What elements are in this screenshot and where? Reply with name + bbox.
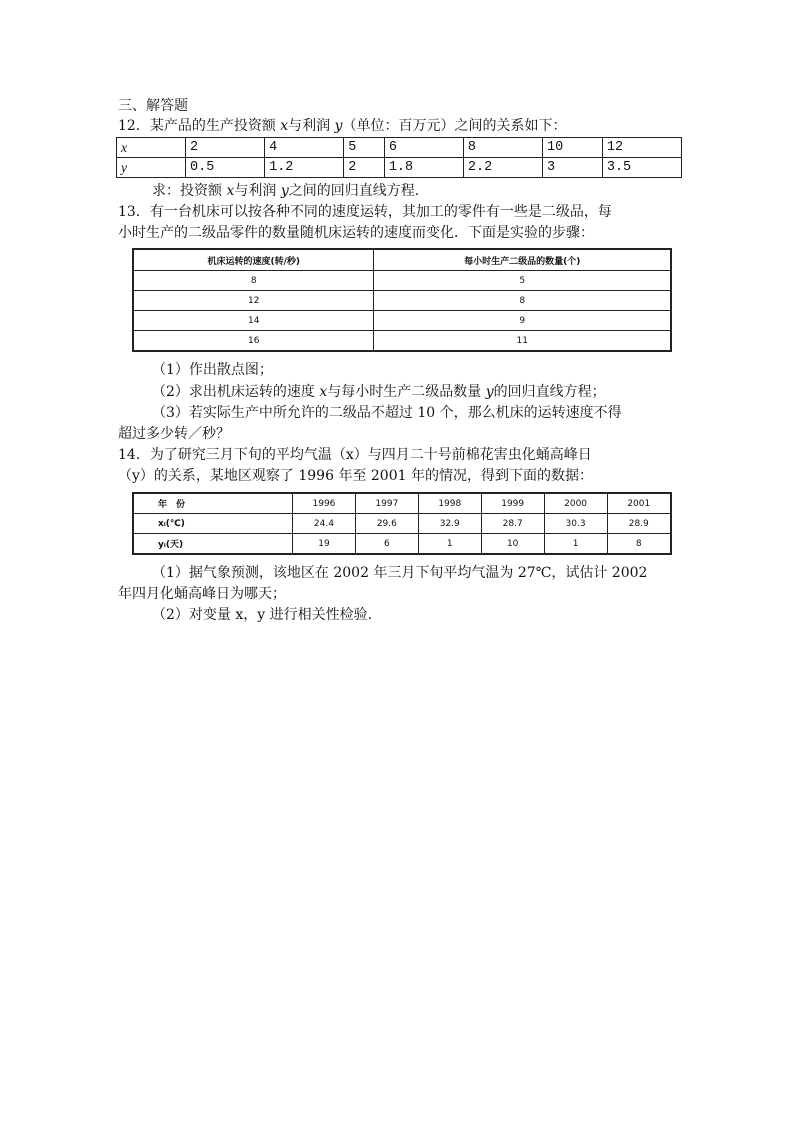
table-cell: 8 xyxy=(133,271,374,291)
table-cell: 32.9 xyxy=(418,514,481,534)
table-cell: 19 xyxy=(293,534,356,555)
table-cell: 1 xyxy=(418,534,481,555)
q12-table xyxy=(116,137,682,178)
table-row xyxy=(133,331,671,352)
table-cell: 28.9 xyxy=(607,514,671,534)
q12-row-x-label: x xyxy=(117,138,186,158)
q13-line1: 13．有一台机床可以按各种不同的速度运转，其加工的零件有一些是二级品，每 xyxy=(118,204,612,220)
q13-part1: （1）作出散点图； xyxy=(152,362,273,378)
q14-part2: （2）对变量 x，y 进行相关性检验. xyxy=(152,607,373,623)
table-cell: 1998 xyxy=(418,493,481,514)
table-cell: 8 xyxy=(463,138,542,158)
table-cell: 5 xyxy=(374,271,671,291)
table-cell: 3 xyxy=(543,158,603,178)
q13-table xyxy=(132,248,672,352)
table-cell: 0.5 xyxy=(186,158,265,178)
table-cell: 29.6 xyxy=(355,514,418,534)
table-cell: 14 xyxy=(133,311,374,331)
q13-col2-header: 每小时生产二级品的数量(个) xyxy=(374,249,671,271)
table-row xyxy=(117,158,682,178)
table-cell: 24.4 xyxy=(293,514,356,534)
table-cell: 8 xyxy=(607,534,671,555)
table-cell: 1.2 xyxy=(265,158,344,178)
q14-line2: （y）的关系，某地区观察了 1996 年至 2001 年的情况，得到下面的数据： xyxy=(118,468,593,484)
table-cell: 12 xyxy=(602,138,681,158)
table-cell: 2.2 xyxy=(463,158,542,178)
table-row xyxy=(133,311,671,331)
q14-x-label: xᵢ(℃) xyxy=(133,514,293,534)
table-cell: 30.3 xyxy=(544,514,607,534)
table-cell: 12 xyxy=(133,291,374,311)
table-cell: 10 xyxy=(481,534,544,555)
q13-part2: （2）求出机床运转的速度 x与每小时生产二级品数量 y的回归直线方程； xyxy=(152,384,606,400)
table-row xyxy=(133,514,671,534)
table-cell: 2 xyxy=(186,138,265,158)
table-cell: 8 xyxy=(374,291,671,311)
q14-line1: 14．为了研究三月下旬的平均气温（x）与四月二十号前棉花害虫化蛹高峰日 xyxy=(118,447,592,463)
table-cell: 5 xyxy=(344,138,385,158)
q12-ask: 求：投资额 x与利润 y之间的回归直线方程. xyxy=(152,183,420,199)
q14-part1-line1: （1）据气象预测，该地区在 2002 年三月下旬平均气温为 27℃，试估计 2002 xyxy=(152,565,648,581)
table-row xyxy=(133,291,671,311)
section-title: 三、解答题 xyxy=(118,98,188,114)
table-cell: 6 xyxy=(355,534,418,555)
table-cell: 1.8 xyxy=(384,158,463,178)
q13-part3-line1: （3）若实际生产中所允许的二级品不超过 10 个，那么机床的运转速度不得 xyxy=(152,405,622,421)
table-cell: 4 xyxy=(265,138,344,158)
table-cell: 1 xyxy=(544,534,607,555)
q14-part1-line2: 年四月化蛹高峰日为哪天； xyxy=(118,586,286,602)
table-cell: 2 xyxy=(344,158,385,178)
q14-year-label: 年 份 xyxy=(133,493,293,514)
table-cell: 3.5 xyxy=(602,158,681,178)
table-row xyxy=(117,138,682,158)
table-cell: 2001 xyxy=(607,493,671,514)
table-cell: 1999 xyxy=(481,493,544,514)
table-cell: 1996 xyxy=(293,493,356,514)
table-cell: 9 xyxy=(374,311,671,331)
table-header-row xyxy=(133,493,671,514)
q13-part3-line2: 超过多少转／秒？ xyxy=(118,426,230,442)
q14-table xyxy=(132,492,672,555)
table-row xyxy=(133,534,671,555)
table-cell: 2000 xyxy=(544,493,607,514)
q13-col1-header: 机床运转的速度(转/秒) xyxy=(133,249,374,271)
q12-intro: 12．某产品的生产投资额 x与利润 y（单位：百万元）之间的关系如下： xyxy=(118,118,567,134)
table-cell: 16 xyxy=(133,331,374,352)
table-cell: 28.7 xyxy=(481,514,544,534)
q14-y-label: yᵢ(天) xyxy=(133,534,293,555)
table-cell: 10 xyxy=(543,138,603,158)
table-cell: 1997 xyxy=(355,493,418,514)
table-row xyxy=(133,271,671,291)
table-header-row xyxy=(133,249,671,271)
q13-line2: 小时生产的二级品零件的数量随机床运转的速度而变化．下面是实验的步骤： xyxy=(118,225,594,241)
table-cell: 6 xyxy=(384,138,463,158)
table-cell: 11 xyxy=(374,331,671,352)
q12-row-y-label: y xyxy=(117,158,186,178)
